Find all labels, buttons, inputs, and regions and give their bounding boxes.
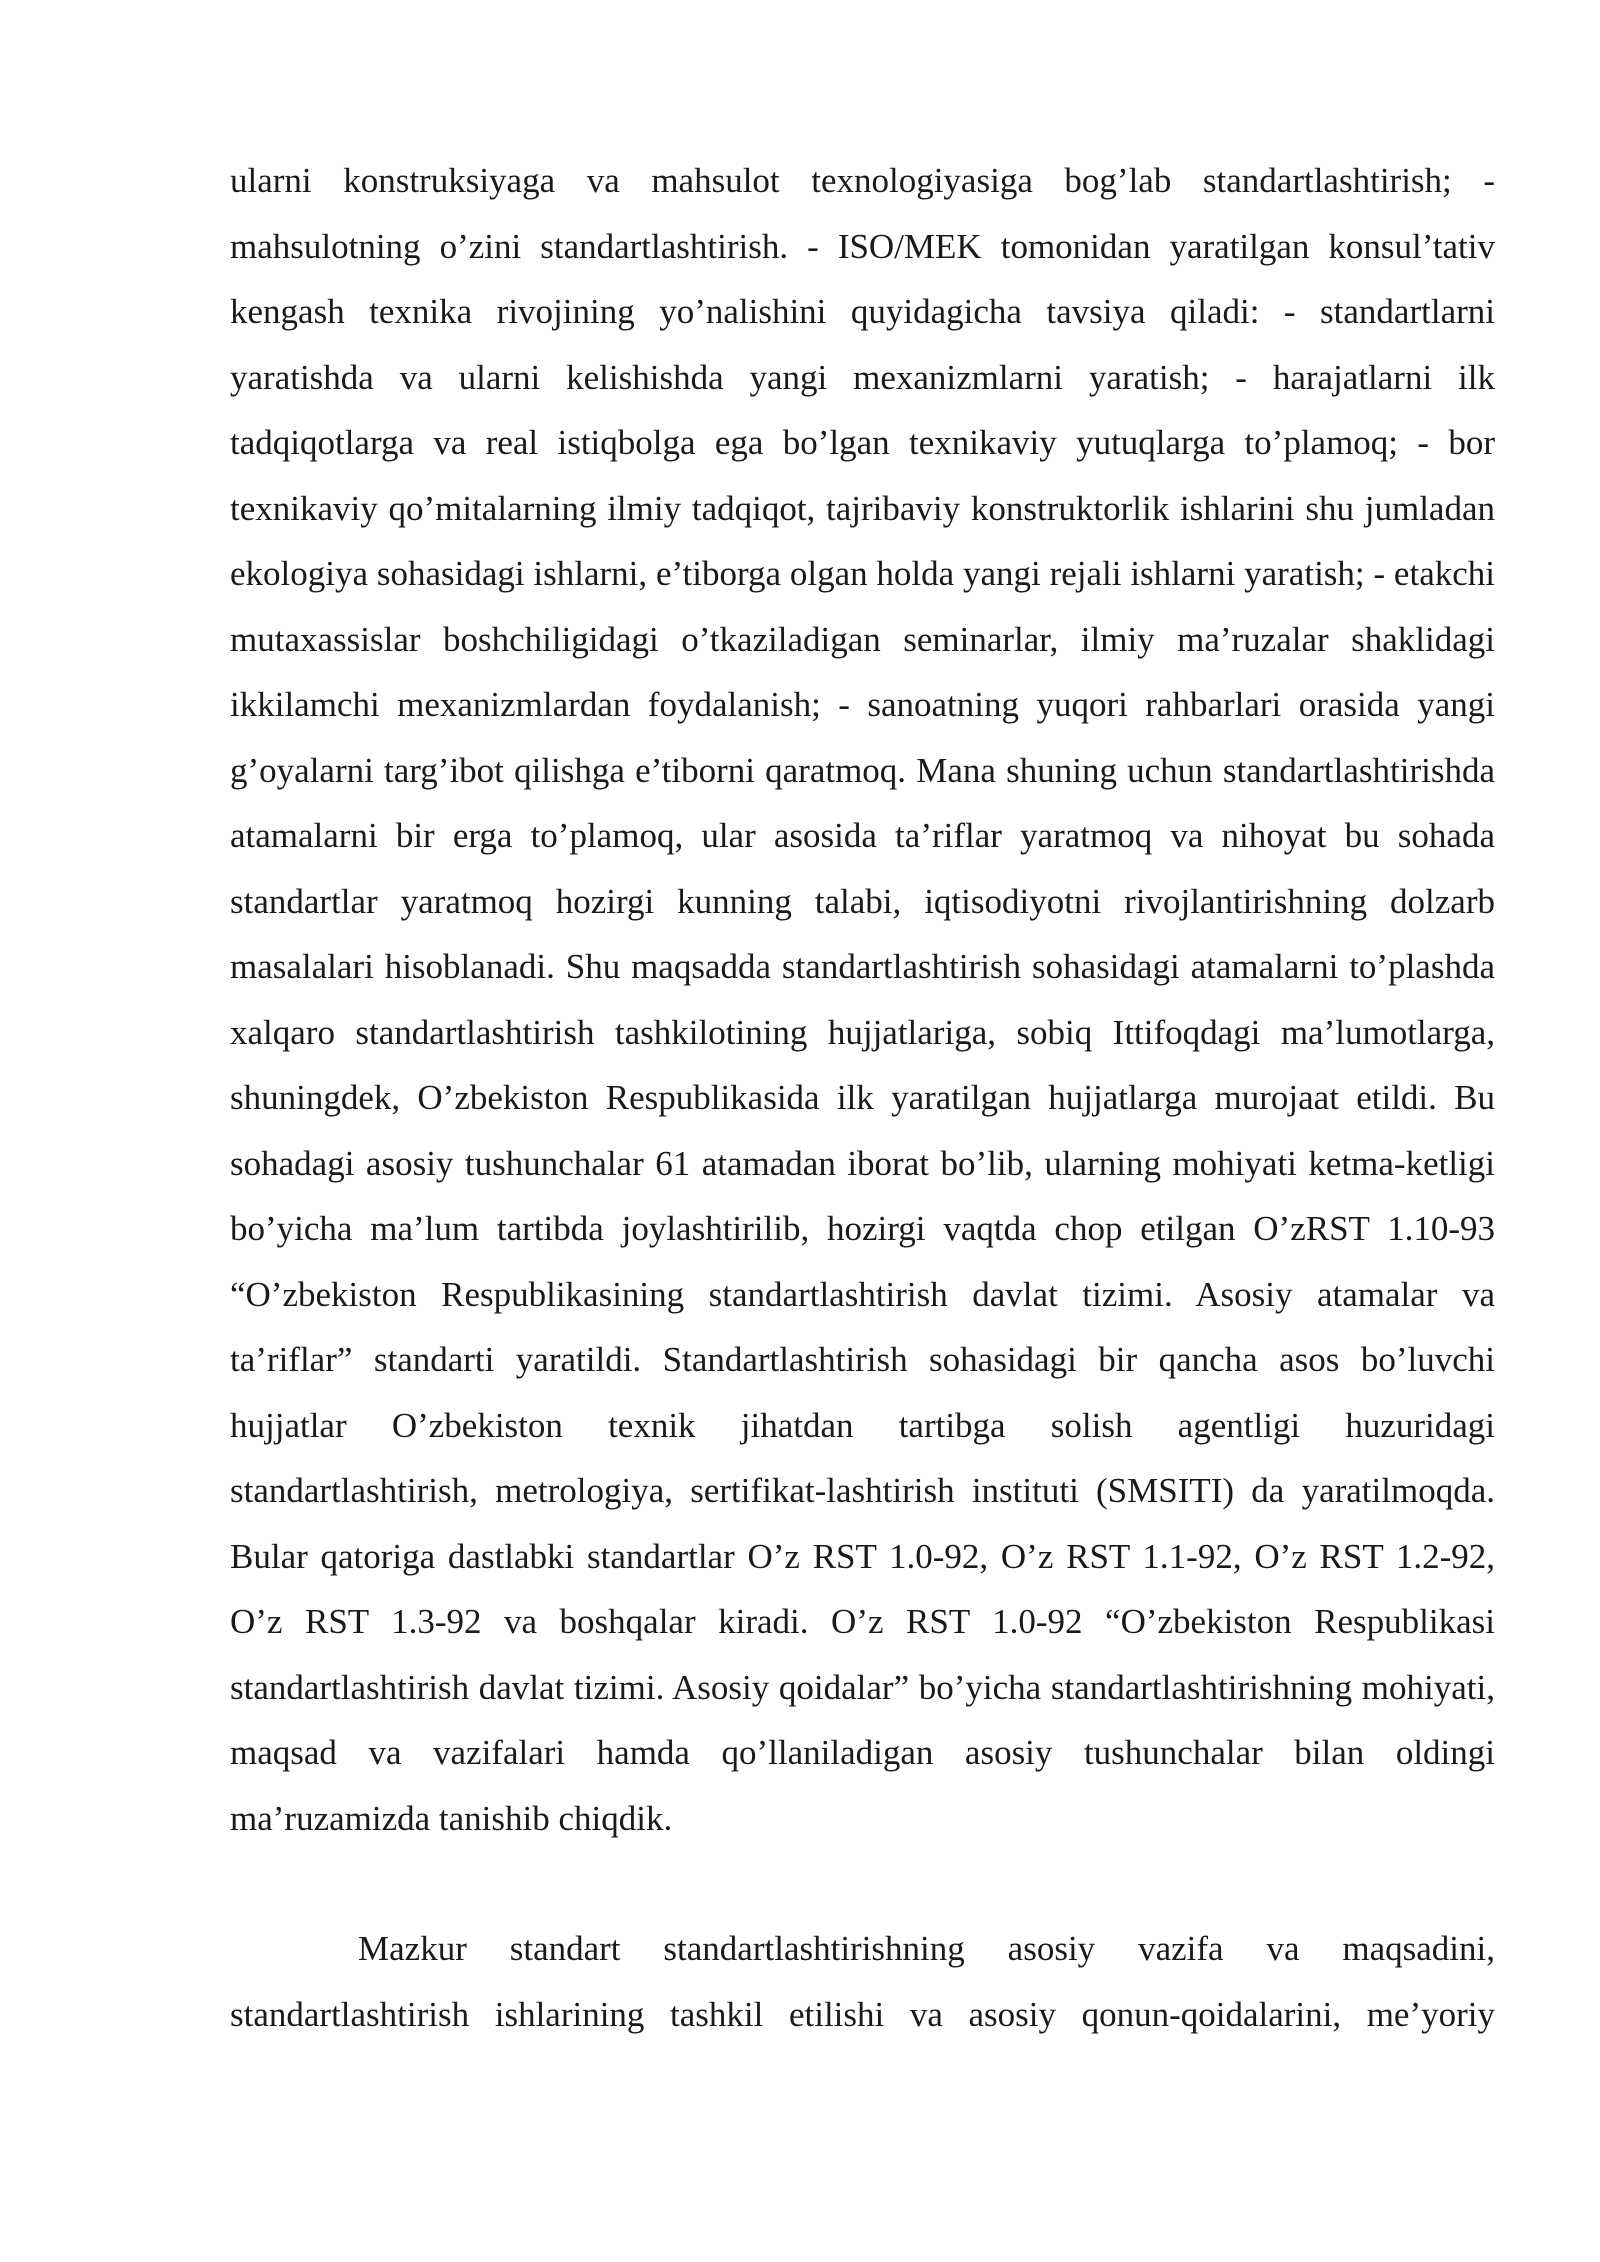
document-body bbox=[230, 148, 1495, 2047]
paragraph-1: ularni konstruksiyaga va mahsulot texnologiyasiga bog’lab standartlashtirish; - mahsulotning o’zini standartlashtirish. - ISO/MEK tomonidan yaratilgan konsul’tativ kengash texnika rivojining yo’nalishini quyidagicha tavsiya qiladi: - standartlarni yaratishda va ularni kelishishda yangi mexanizmlarni yaratish; - harajatlarni ilk tadqiqotlarga va real istiqbolga ega bo’lgan texnikaviy yutuqlarga to’plamoq; - bor texnikaviy qo’mitalarning ilmiy tadqiqot, tajribaviy konstruktorlik ishlarini shu jumladan ekologiya sohasidagi ishlarni, e’tiborga olgan holda yangi rejali ishlarni yaratish; - etakchi mutaxassislar boshchiligidagi o’tkaziladigan seminarlar, ilmiy ma’ruzalar shaklidagi ikkilamchi mexanizmlardan foydalanish; - sanoatning yuqori rahbarlari orasida yangi g’oyalarni targ’ibot qilishga e’tiborni qaratmoq. Mana shuning uchun standartlashtirishda atamalarni bir erga to’plamoq, ular asosida ta’riflar yaratmoq va nihoyat bu sohada standartlar yaratmoq hozirgi kunning talabi, iqtisodiyotni rivojlantirishning dolzarb masalalari hisoblanadi. Shu maqsadda standartlashtirish sohasidagi atamalarni to’plashda xalqaro standartlashtirish tashkilotining hujjatlariga, sobiq Ittifoqdagi ma’lumotlarga, shuningdek, O’zbekiston Respublikasida ilk yaratilgan hujjatlarga murojaat etildi. Bu sohadagi asosiy tushunchalar 61 atamadan iborat bo’lib, ularning mohiyati ketma-ketligi bo’yicha ma’lum tartibda joylashtirilib, hozirgi vaqtda chop etilgan O’zRST 1.10-93 “O’zbekiston Respublikasining standartlashtirish davlat tizimi. Asosiy atamalar va ta’riflar” standarti yaratildi. Standartlashtirish sohasidagi bir qancha asos bo’luvchi hujjatlar O’zbekiston texnik jihatdan tartibga solish agentligi huzuridagi standartlashtirish, metrologiya, sertifikat-lashtirish instituti (SMSITI) da yaratilmoqda. Bular qatoriga dastlabki standartlar O’z RST 1.0-92, O’z RST 1.1-92, O’z RST 1.2-92, O’z RST 1.3-92 va boshqalar kiradi. O’z RST 1.0-92 “O’zbekiston Respublikasi standartlashtirish davlat tizimi. Asosiy qoidalar” bo’yicha standartlashtirishning mohiyati, maqsad va vazifalari hamda qo’llaniladigan asosiy tushunchalar bilan oldingi ma’ruzamizda tanishib chiqdik. bbox=[230, 161, 1495, 1838]
paragraph-2: Mazkur standart standartlashtirishning asosiy vazifa va maqsadini, standartlashtirish ishlarining tashkil etilishi va asosiy qonun-qoidalarini, me’yoriy bbox=[230, 1929, 1495, 2034]
